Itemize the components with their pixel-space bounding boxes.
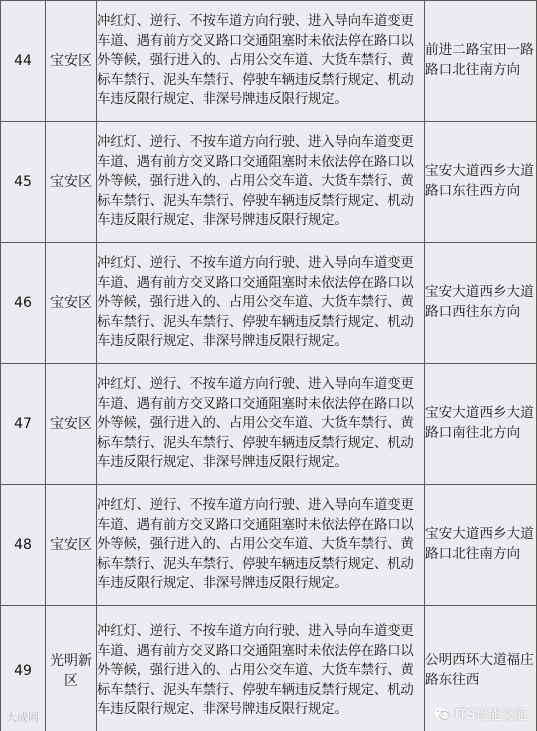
district-cell: 宝安区	[46, 243, 97, 364]
district-cell: 光明新区	[46, 606, 97, 731]
row-number: 48	[1, 485, 46, 606]
row-number: 49	[1, 606, 46, 731]
violation-behavior-cell: 冲红灯、逆行、不按车道方向行驶、进入导向车道变更车道、遇有前方交叉路口交通阻塞时未依法停在路口以外等候，强行进入的、占用公交车道、大货车禁行、黄标车禁行、泥头车禁行、停驶车辆违反禁行规定、机动车违反限行规定、非深号牌违反限行规定。	[97, 122, 425, 243]
wechat-icon	[434, 707, 450, 721]
district-cell: 宝安区	[46, 122, 97, 243]
row-number: 47	[1, 364, 46, 485]
violation-behavior-cell: 冲红灯、逆行、不按车道方向行驶、进入导向车道变更车道、遇有前方交叉路口交通阻塞时未依法停在路口以外等候，强行进入的、占用公交车道、大货车禁行、黄标车禁行、泥头车禁行、停驶车辆违反禁行规定、机动车违反限行规定、非深号牌违反限行规定。	[97, 1, 425, 122]
table-row	[1, 1, 537, 122]
row-number: 44	[1, 1, 46, 122]
location-cell: 宝安大道西乡大道路口东往西方向	[425, 122, 537, 243]
location-cell: 宝安大道西乡大道路口南往北方向	[425, 364, 537, 485]
source-watermark	[6, 709, 39, 725]
table-row	[1, 364, 537, 485]
wechat-account-name: ITS智能交通	[454, 708, 527, 723]
table-row	[1, 243, 537, 364]
district-cell: 宝安区	[46, 364, 97, 485]
district-cell: 宝安区	[46, 485, 97, 606]
wechat-watermark	[434, 704, 527, 723]
violation-behavior-cell: 冲红灯、逆行、不按车道方向行驶、进入导向车道变更车道、遇有前方交叉路口交通阻塞时未依法停在路口以外等候，强行进入的、占用公交车道、大货车禁行、黄标车禁行、泥头车禁行、停驶车辆违反禁行规定、机动车违反限行规定、非深号牌违反限行规定。	[97, 243, 425, 364]
violation-behavior-cell: 冲红灯、逆行、不按车道方向行驶、进入导向车道变更车道、遇有前方交叉路口交通阻塞时未依法停在路口以外等候，强行进入的、占用公交车道、大货车禁行、黄标车禁行、泥头车禁行、停驶车辆违反禁行规定、机动车违反限行规定、非深号牌违反限行规定。	[97, 485, 425, 606]
row-number: 46	[1, 243, 46, 364]
table-row	[1, 485, 537, 606]
location-cell: 前进二路宝田一路路口北往南方向	[425, 1, 537, 122]
location-cell: 宝安大道西乡大道路口西往东方向	[425, 243, 537, 364]
source-watermark-text: 大成网	[6, 711, 39, 724]
table-row	[1, 122, 537, 243]
location-cell: 宝安大道西乡大道路口北往南方向	[425, 485, 537, 606]
row-number: 45	[1, 122, 46, 243]
location-cell: 公明西环大道福庄路东往西	[425, 606, 537, 731]
violation-behavior-cell: 冲红灯、逆行、不按车道方向行驶、进入导向车道变更车道、遇有前方交叉路口交通阻塞时未依法停在路口以外等候，强行进入的、占用公交车道、大货车禁行、黄标车禁行、泥头车禁行、停驶车辆违反禁行规定、机动车违反限行规定、非深号牌违反限行规定。	[97, 606, 425, 731]
violation-behavior-cell: 冲红灯、逆行、不按车道方向行驶、进入导向车道变更车道、遇有前方交叉路口交通阻塞时未依法停在路口以外等候，强行进入的、占用公交车道、大货车禁行、黄标车禁行、泥头车禁行、停驶车辆违反禁行规定、机动车违反限行规定、非深号牌违反限行规定。	[97, 364, 425, 485]
district-cell: 宝安区	[46, 1, 97, 122]
